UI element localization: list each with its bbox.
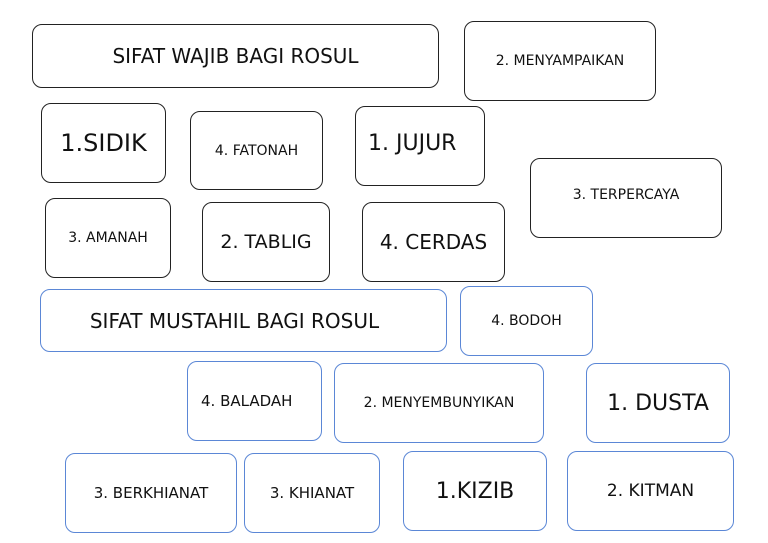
card-dusta[interactable]	[586, 363, 730, 443]
card-baladah-label: 4. BALADAH	[201, 392, 293, 410]
wajib-title: SIFAT WAJIB BAGI ROSUL	[112, 44, 359, 68]
card-sidik[interactable]	[41, 103, 166, 183]
card-jujur-label: 1. JUJUR	[368, 130, 457, 156]
card-menyembunyikan-label: 2. MENYEMBUNYIKAN	[363, 395, 515, 411]
card-terpercaya-label: 3. TERPERCAYA	[572, 187, 680, 203]
card-kizib[interactable]	[403, 451, 547, 531]
card-berkhianat-label: 3. BERKHIANAT	[93, 484, 209, 502]
card-menyembunyikan[interactable]	[334, 363, 544, 443]
card-kitman[interactable]	[567, 451, 734, 531]
card-fatonah-label: 4. FATONAH	[214, 142, 299, 159]
wajib-title-card[interactable]	[32, 24, 439, 88]
card-sidik-label: 1.SIDIK	[60, 129, 147, 157]
card-tablig[interactable]	[202, 202, 330, 282]
card-kizib-label: 1.KIZIB	[435, 478, 515, 504]
card-jujur[interactable]	[355, 106, 485, 186]
card-baladah[interactable]	[187, 361, 322, 441]
card-fatonah[interactable]	[190, 111, 323, 190]
card-tablig-label: 2. TABLIG	[220, 231, 312, 253]
card-amanah[interactable]	[45, 198, 171, 278]
card-kitman-label: 2. KITMAN	[606, 481, 695, 501]
card-terpercaya[interactable]	[530, 158, 722, 238]
card-cerdas[interactable]	[362, 202, 505, 282]
card-khianat-label: 3. KHIANAT	[269, 484, 355, 502]
mustahil-title-card[interactable]	[40, 289, 447, 352]
card-cerdas-label: 4. CERDAS	[379, 230, 488, 254]
card-bodoh-label: 4. BODOH	[491, 313, 562, 329]
card-amanah-label: 3. AMANAH	[68, 230, 148, 246]
card-dusta-label: 1. DUSTA	[607, 390, 709, 416]
card-bodoh[interactable]	[460, 286, 593, 356]
card-berkhianat[interactable]	[65, 453, 237, 533]
card-menyampaikan-label: 2. MENYAMPAIKAN	[495, 53, 625, 69]
card-khianat[interactable]	[244, 453, 380, 533]
mustahil-title: SIFAT MUSTAHIL BAGI ROSUL	[89, 308, 380, 333]
card-menyampaikan[interactable]	[464, 21, 656, 101]
